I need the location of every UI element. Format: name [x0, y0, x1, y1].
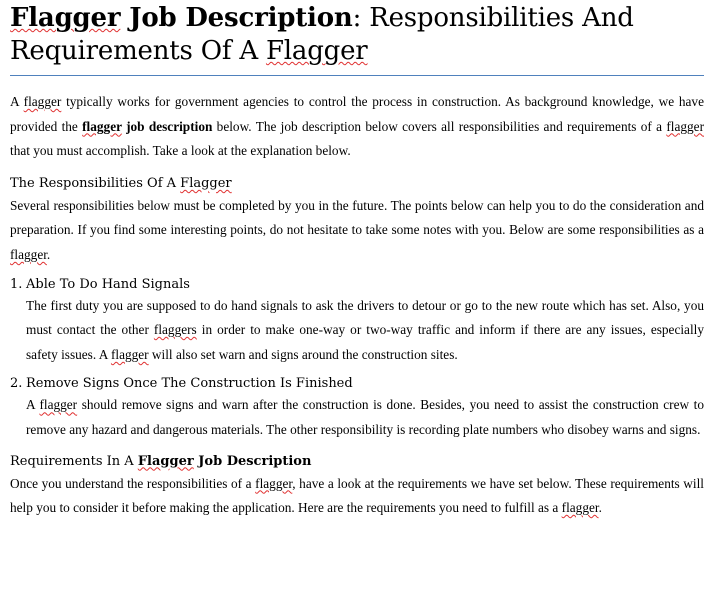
- title-bold-rest: Job Description: [120, 3, 353, 33]
- title-flagger-word-2: Flagger: [265, 36, 368, 66]
- title-flagger-word: Flagger: [10, 3, 121, 33]
- intro-text-2: typically works for government agencies to control the process in construction. As background knowledge, we have provided the: [10, 94, 704, 134]
- responsibilities-text-2: .: [46, 246, 51, 262]
- list-item-number: 2.: [10, 376, 23, 392]
- responsibilities-list: [10, 276, 704, 443]
- item2-text-1: A: [26, 397, 40, 413]
- intro-bold-flagger: flagger: [82, 118, 122, 134]
- requirements-heading-rest: Job Description: [193, 453, 312, 469]
- responsibilities-heading-prefix: The Responsibilities Of A: [10, 175, 181, 191]
- item2-text-2: should remove signs and warn after the construction is done. Besides, you need to assist the construction crew to remove any hazard and dangerous materials. The other responsibility is recording plate numbers who disobey warns and signs.: [26, 397, 704, 437]
- title-bold: [10, 3, 353, 33]
- title-rest: Responsibilities And Requirements Of A Flagger: [10, 3, 634, 66]
- list-item: [10, 375, 704, 442]
- list-item-heading: [10, 375, 704, 393]
- requirements-heading-flagger: Flagger: [137, 453, 194, 469]
- item1-flaggers-word: flaggers: [153, 322, 197, 338]
- document-page: [10, 0, 704, 521]
- requirements-text-1: Once you understand the responsibilities of a: [10, 475, 256, 491]
- item1-flagger-word: flagger: [110, 346, 149, 362]
- list-item: [10, 276, 704, 368]
- item1-text-3: will also set warn and signs around the construction sites.: [148, 346, 458, 362]
- intro-text-1: A: [10, 94, 24, 109]
- intro-text-4: that you must accomplish. Take a look at the explanation below.: [10, 143, 351, 159]
- responsibilities-heading: [10, 174, 704, 194]
- list-item-title: Able To Do Hand Signals: [26, 276, 190, 292]
- list-item-heading: [10, 276, 704, 294]
- item1-text-2: in order to make one-way or two-way traffic and inform if there are any issues, especially safety issues. A: [26, 322, 704, 362]
- list-item-body: [26, 294, 704, 368]
- list-item-number: 1.: [10, 276, 23, 292]
- responsibilities-flagger-word: flagger: [10, 246, 47, 262]
- requirements-heading: [10, 452, 704, 472]
- responsibilities-text-1: Several responsibilities below must be completed by you in the future. The points below can help you to do the consideration and preparation. If you find some interesting points, do not hesitate to take some notes with you. Below are some responsibilities as a: [10, 197, 704, 238]
- responsibilities-heading-word: Flagger: [180, 175, 232, 191]
- list-item-body: [26, 393, 704, 442]
- requirements-heading-prefix: Requirements In A: [10, 453, 138, 469]
- title-colon: :: [352, 3, 362, 33]
- requirements-flagger-word-2: flagger: [561, 500, 599, 516]
- item2-flagger-word: flagger: [39, 397, 78, 413]
- item1-text-1: The first duty you are supposed to do hand signals to ask the drivers to detour or go to the new route which has set. Also, you must contact the other: [26, 297, 704, 338]
- list-item-title: Remove Signs Once The Construction Is Finished: [26, 376, 353, 392]
- requirements-text-3: .: [598, 500, 602, 516]
- responsibilities-paragraph: [10, 194, 704, 268]
- intro-text-3: below. The job description below covers all responsibilities and requirements of a: [212, 118, 667, 134]
- requirements-paragraph: [10, 472, 704, 521]
- intro-flagger-word: flagger: [23, 94, 62, 109]
- requirements-text-2: , have a look at the requirements we have set below. These requirements will help you to consider it before making the application. Here are the requirements you need to fulfill as a: [10, 475, 704, 516]
- requirements-flagger-word: flagger: [255, 475, 293, 491]
- intro-flagger-word-2: flagger: [666, 118, 704, 134]
- intro-paragraph: [10, 90, 704, 164]
- page-title: [10, 2, 704, 76]
- intro-bold-rest: job description: [121, 118, 213, 134]
